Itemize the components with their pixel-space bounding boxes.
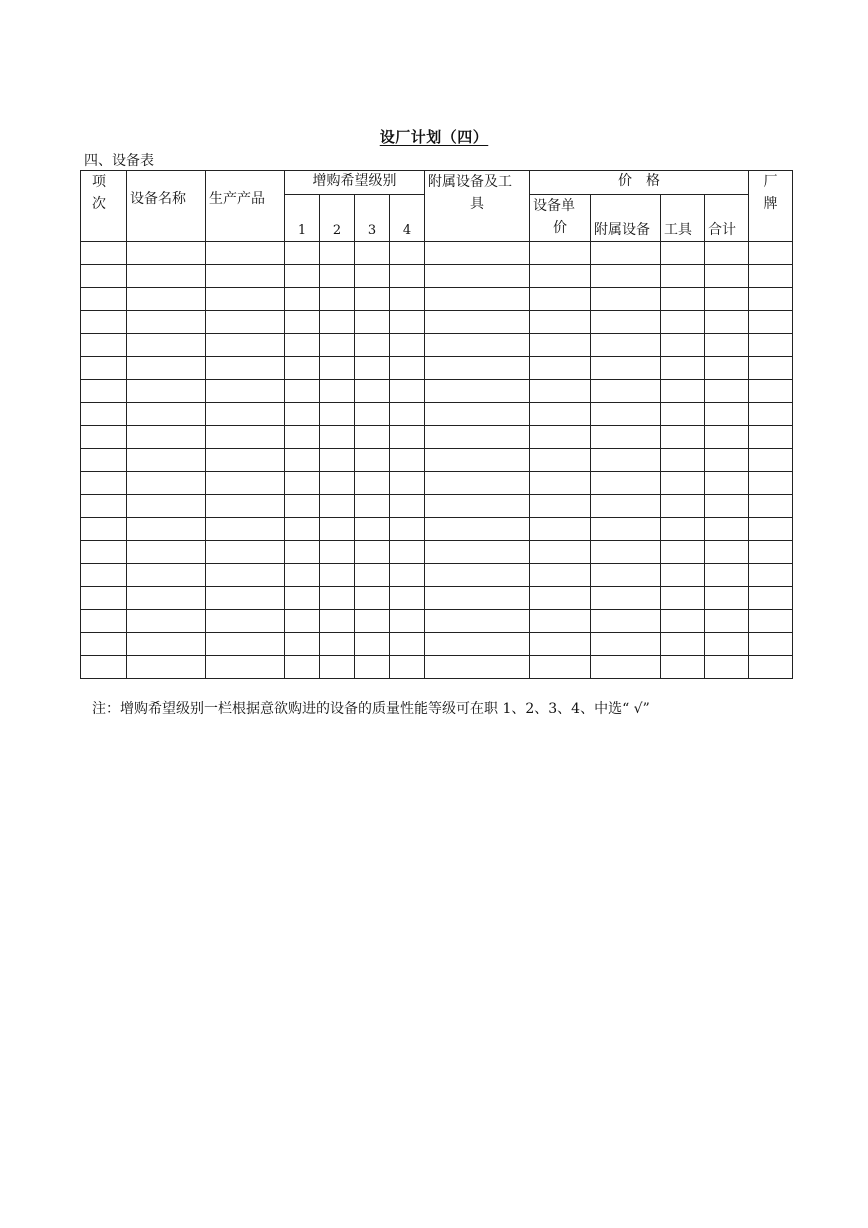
cell-accessory-price: [591, 426, 661, 449]
cell-unit-price: [530, 610, 591, 633]
cell-total: [705, 472, 749, 495]
cell-item: [81, 288, 127, 311]
cell-product: [206, 495, 285, 518]
table-body: [81, 242, 793, 679]
cell-item: [81, 587, 127, 610]
header-equipment-name: 设备名称: [127, 171, 206, 242]
cell-level-1: [285, 472, 320, 495]
cell-level-1: [285, 564, 320, 587]
cell-accessory-price: [591, 656, 661, 679]
table-row: [81, 587, 793, 610]
cell-total: [705, 403, 749, 426]
cell-level-4: [390, 426, 425, 449]
cell-level-2: [320, 288, 355, 311]
table-row: [81, 633, 793, 656]
cell-item: [81, 610, 127, 633]
cell-level-3: [355, 380, 390, 403]
cell-item: [81, 472, 127, 495]
cell-level-2: [320, 357, 355, 380]
cell-unit-price: [530, 334, 591, 357]
cell-product: [206, 541, 285, 564]
cell-product: [206, 587, 285, 610]
cell-equipment-name: [127, 449, 206, 472]
cell-product: [206, 518, 285, 541]
cell-total: [705, 495, 749, 518]
cell-level-1: [285, 541, 320, 564]
cell-total: [705, 541, 749, 564]
cell-level-2: [320, 403, 355, 426]
cell-equipment-name: [127, 518, 206, 541]
cell-accessory: [425, 587, 530, 610]
section-heading: 四、设备表: [84, 153, 154, 169]
cell-accessory-price: [591, 334, 661, 357]
cell-level-3: [355, 541, 390, 564]
cell-total: [705, 380, 749, 403]
cell-level-3: [355, 656, 390, 679]
table-row: [81, 242, 793, 265]
header-level-1: 1: [285, 195, 320, 242]
cell-item: [81, 242, 127, 265]
cell-level-3: [355, 610, 390, 633]
cell-accessory-price: [591, 610, 661, 633]
cell-brand: [749, 449, 793, 472]
cell-equipment-name: [127, 495, 206, 518]
cell-product: [206, 242, 285, 265]
equipment-table: [80, 170, 793, 679]
table-row: [81, 403, 793, 426]
cell-equipment-name: [127, 472, 206, 495]
table-row: [81, 472, 793, 495]
cell-level-3: [355, 472, 390, 495]
cell-equipment-name: [127, 633, 206, 656]
cell-total: [705, 357, 749, 380]
cell-unit-price: [530, 518, 591, 541]
cell-level-3: [355, 265, 390, 288]
cell-level-1: [285, 633, 320, 656]
cell-product: [206, 449, 285, 472]
cell-equipment-name: [127, 380, 206, 403]
cell-tool: [661, 380, 705, 403]
cell-level-2: [320, 334, 355, 357]
header-level-2: 2: [320, 195, 355, 242]
cell-tool: [661, 357, 705, 380]
cell-equipment-name: [127, 610, 206, 633]
header-total: 合计: [705, 195, 749, 242]
cell-accessory: [425, 334, 530, 357]
cell-level-3: [355, 633, 390, 656]
cell-level-4: [390, 311, 425, 334]
cell-brand: [749, 518, 793, 541]
cell-accessory: [425, 311, 530, 334]
cell-level-4: [390, 495, 425, 518]
cell-level-3: [355, 311, 390, 334]
cell-equipment-name: [127, 288, 206, 311]
header-accessory: 附属设备及工 具: [425, 171, 530, 242]
cell-level-3: [355, 564, 390, 587]
cell-unit-price: [530, 403, 591, 426]
cell-accessory: [425, 403, 530, 426]
cell-item: [81, 449, 127, 472]
cell-item: [81, 265, 127, 288]
cell-level-4: [390, 449, 425, 472]
cell-level-1: [285, 242, 320, 265]
cell-unit-price: [530, 311, 591, 334]
cell-total: [705, 610, 749, 633]
cell-accessory-price: [591, 403, 661, 426]
cell-brand: [749, 288, 793, 311]
cell-equipment-name: [127, 311, 206, 334]
cell-level-3: [355, 242, 390, 265]
page-title: 设厂计划（四）: [379, 128, 489, 146]
cell-accessory: [425, 518, 530, 541]
cell-unit-price: [530, 633, 591, 656]
table-row: [81, 610, 793, 633]
cell-tool: [661, 265, 705, 288]
cell-level-1: [285, 380, 320, 403]
cell-level-2: [320, 610, 355, 633]
cell-equipment-name: [127, 357, 206, 380]
cell-unit-price: [530, 380, 591, 403]
cell-item: [81, 380, 127, 403]
cell-level-4: [390, 334, 425, 357]
cell-item: [81, 403, 127, 426]
cell-accessory: [425, 265, 530, 288]
cell-unit-price: [530, 541, 591, 564]
cell-level-2: [320, 518, 355, 541]
cell-tool: [661, 518, 705, 541]
cell-tool: [661, 311, 705, 334]
cell-tool: [661, 288, 705, 311]
cell-level-3: [355, 357, 390, 380]
cell-level-2: [320, 656, 355, 679]
cell-unit-price: [530, 495, 591, 518]
header-item: 项 次: [81, 171, 127, 242]
cell-product: [206, 311, 285, 334]
cell-level-4: [390, 472, 425, 495]
table-row: [81, 449, 793, 472]
table-row: [81, 656, 793, 679]
cell-accessory-price: [591, 288, 661, 311]
cell-brand: [749, 334, 793, 357]
cell-total: [705, 518, 749, 541]
cell-accessory-price: [591, 265, 661, 288]
cell-level-3: [355, 334, 390, 357]
cell-accessory-price: [591, 242, 661, 265]
cell-level-2: [320, 587, 355, 610]
cell-level-4: [390, 380, 425, 403]
cell-level-1: [285, 357, 320, 380]
header-level-4: 4: [390, 195, 425, 242]
cell-level-2: [320, 242, 355, 265]
cell-product: [206, 265, 285, 288]
cell-accessory-price: [591, 357, 661, 380]
cell-item: [81, 357, 127, 380]
cell-total: [705, 311, 749, 334]
cell-level-4: [390, 288, 425, 311]
cell-level-4: [390, 564, 425, 587]
cell-accessory-price: [591, 541, 661, 564]
table-row: [81, 426, 793, 449]
cell-tool: [661, 564, 705, 587]
cell-unit-price: [530, 472, 591, 495]
cell-level-1: [285, 656, 320, 679]
cell-equipment-name: [127, 334, 206, 357]
cell-level-3: [355, 518, 390, 541]
footnote: 注：增购希望级别一栏根据意欲购进的设备的质量性能等级可在职 1、2、3、4、中选“ √”: [92, 701, 650, 717]
cell-product: [206, 610, 285, 633]
cell-unit-price: [530, 426, 591, 449]
cell-tool: [661, 541, 705, 564]
cell-total: [705, 426, 749, 449]
cell-total: [705, 564, 749, 587]
cell-total: [705, 587, 749, 610]
cell-total: [705, 633, 749, 656]
cell-level-2: [320, 564, 355, 587]
cell-level-1: [285, 449, 320, 472]
cell-item: [81, 495, 127, 518]
cell-accessory-price: [591, 472, 661, 495]
cell-product: [206, 564, 285, 587]
cell-tool: [661, 426, 705, 449]
cell-level-3: [355, 403, 390, 426]
cell-accessory: [425, 472, 530, 495]
cell-accessory: [425, 426, 530, 449]
cell-product: [206, 403, 285, 426]
cell-level-1: [285, 495, 320, 518]
cell-level-4: [390, 265, 425, 288]
cell-level-1: [285, 288, 320, 311]
header-brand: 厂 牌: [749, 171, 793, 242]
cell-tool: [661, 472, 705, 495]
cell-tool: [661, 242, 705, 265]
cell-accessory-price: [591, 633, 661, 656]
cell-level-2: [320, 311, 355, 334]
cell-tool: [661, 334, 705, 357]
cell-accessory: [425, 541, 530, 564]
cell-equipment-name: [127, 426, 206, 449]
cell-accessory: [425, 633, 530, 656]
cell-accessory-price: [591, 311, 661, 334]
cell-accessory: [425, 656, 530, 679]
cell-total: [705, 449, 749, 472]
cell-level-2: [320, 541, 355, 564]
cell-brand: [749, 656, 793, 679]
cell-level-2: [320, 380, 355, 403]
cell-level-4: [390, 587, 425, 610]
cell-level-3: [355, 587, 390, 610]
table-row: [81, 564, 793, 587]
cell-level-4: [390, 242, 425, 265]
cell-product: [206, 426, 285, 449]
cell-item: [81, 426, 127, 449]
cell-equipment-name: [127, 403, 206, 426]
cell-accessory-price: [591, 495, 661, 518]
cell-level-4: [390, 403, 425, 426]
cell-brand: [749, 380, 793, 403]
header-product: 生产产品: [206, 171, 285, 242]
table-row: [81, 541, 793, 564]
table-row: [81, 334, 793, 357]
cell-equipment-name: [127, 541, 206, 564]
table-row: [81, 357, 793, 380]
cell-accessory: [425, 380, 530, 403]
cell-brand: [749, 426, 793, 449]
cell-accessory: [425, 610, 530, 633]
cell-unit-price: [530, 265, 591, 288]
cell-level-3: [355, 495, 390, 518]
cell-tool: [661, 610, 705, 633]
cell-level-2: [320, 449, 355, 472]
cell-item: [81, 311, 127, 334]
header-level-3: 3: [355, 195, 390, 242]
cell-level-1: [285, 334, 320, 357]
header-unit-price: 设备单 价: [530, 195, 591, 242]
cell-item: [81, 656, 127, 679]
cell-level-3: [355, 426, 390, 449]
cell-brand: [749, 610, 793, 633]
cell-brand: [749, 357, 793, 380]
cell-product: [206, 357, 285, 380]
cell-level-4: [390, 656, 425, 679]
cell-tool: [661, 587, 705, 610]
cell-item: [81, 541, 127, 564]
cell-level-2: [320, 633, 355, 656]
cell-level-1: [285, 518, 320, 541]
cell-tool: [661, 495, 705, 518]
header-accessory-price: 附属设备: [591, 195, 661, 242]
cell-item: [81, 518, 127, 541]
cell-brand: [749, 472, 793, 495]
cell-level-1: [285, 587, 320, 610]
cell-brand: [749, 587, 793, 610]
cell-level-2: [320, 472, 355, 495]
cell-level-1: [285, 311, 320, 334]
cell-unit-price: [530, 288, 591, 311]
cell-level-1: [285, 426, 320, 449]
cell-total: [705, 265, 749, 288]
cell-brand: [749, 265, 793, 288]
cell-item: [81, 564, 127, 587]
table-row: [81, 265, 793, 288]
cell-unit-price: [530, 242, 591, 265]
cell-equipment-name: [127, 587, 206, 610]
cell-accessory: [425, 357, 530, 380]
header-row-1: [81, 171, 793, 195]
cell-level-4: [390, 541, 425, 564]
cell-accessory: [425, 288, 530, 311]
cell-accessory-price: [591, 380, 661, 403]
cell-brand: [749, 633, 793, 656]
cell-unit-price: [530, 564, 591, 587]
cell-equipment-name: [127, 265, 206, 288]
cell-unit-price: [530, 357, 591, 380]
cell-level-3: [355, 449, 390, 472]
table-row: [81, 288, 793, 311]
cell-level-2: [320, 495, 355, 518]
cell-unit-price: [530, 587, 591, 610]
cell-tool: [661, 403, 705, 426]
cell-level-2: [320, 426, 355, 449]
header-price: 价 格: [530, 171, 749, 195]
cell-product: [206, 656, 285, 679]
cell-brand: [749, 495, 793, 518]
cell-accessory: [425, 564, 530, 587]
cell-brand: [749, 403, 793, 426]
cell-tool: [661, 656, 705, 679]
cell-product: [206, 288, 285, 311]
cell-accessory-price: [591, 449, 661, 472]
cell-product: [206, 472, 285, 495]
cell-level-3: [355, 288, 390, 311]
cell-brand: [749, 564, 793, 587]
cell-accessory: [425, 242, 530, 265]
cell-product: [206, 334, 285, 357]
cell-level-2: [320, 265, 355, 288]
cell-item: [81, 633, 127, 656]
cell-level-4: [390, 610, 425, 633]
cell-product: [206, 380, 285, 403]
cell-level-1: [285, 403, 320, 426]
header-purchase-level: 增购希望级别: [285, 171, 425, 195]
cell-level-4: [390, 633, 425, 656]
cell-total: [705, 334, 749, 357]
cell-level-1: [285, 265, 320, 288]
cell-unit-price: [530, 656, 591, 679]
cell-accessory-price: [591, 587, 661, 610]
cell-total: [705, 242, 749, 265]
cell-brand: [749, 242, 793, 265]
cell-total: [705, 288, 749, 311]
cell-total: [705, 656, 749, 679]
table-row: [81, 518, 793, 541]
cell-brand: [749, 311, 793, 334]
table-row: [81, 380, 793, 403]
cell-brand: [749, 541, 793, 564]
table-row: [81, 311, 793, 334]
cell-accessory-price: [591, 564, 661, 587]
cell-accessory: [425, 449, 530, 472]
cell-equipment-name: [127, 242, 206, 265]
cell-level-4: [390, 518, 425, 541]
cell-accessory-price: [591, 518, 661, 541]
cell-tool: [661, 449, 705, 472]
cell-equipment-name: [127, 564, 206, 587]
cell-accessory: [425, 495, 530, 518]
cell-product: [206, 633, 285, 656]
cell-unit-price: [530, 449, 591, 472]
cell-item: [81, 334, 127, 357]
cell-equipment-name: [127, 656, 206, 679]
cell-level-4: [390, 357, 425, 380]
cell-tool: [661, 633, 705, 656]
table-row: [81, 495, 793, 518]
header-tool: 工具: [661, 195, 705, 242]
cell-level-1: [285, 610, 320, 633]
